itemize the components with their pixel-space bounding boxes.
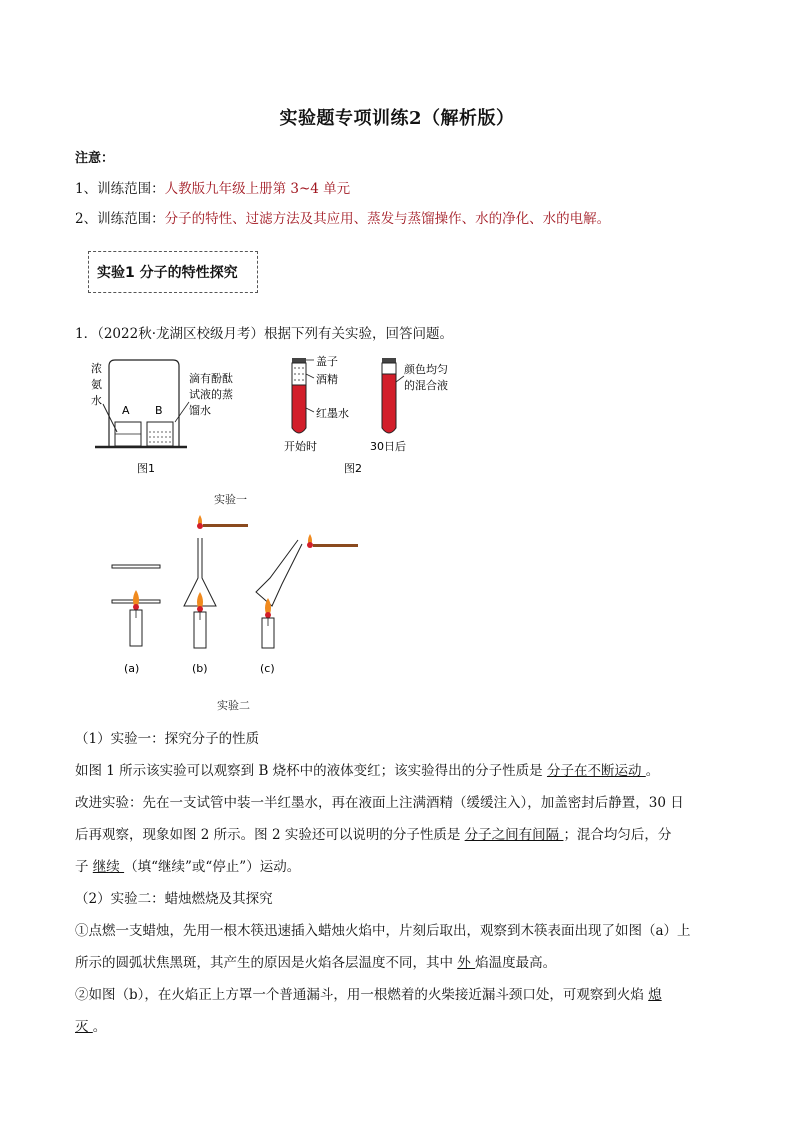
paragraph-2: 如图 1 所示该实验可以观察到 B 烧杯中的液体变红；该实验得出的分子性质是 分子在不断运动 。 xyxy=(75,763,660,779)
fig2-after-label: 30日后 xyxy=(370,440,406,453)
tube-lid xyxy=(292,358,306,363)
fig1-right-label-3: 馏水 xyxy=(189,404,211,417)
paragraph-1: （1）实验一：探究分子的性质 xyxy=(75,731,260,747)
experiment-2-illustration xyxy=(100,510,370,685)
scope-line-2 xyxy=(75,207,610,227)
answer-1: 分子在不断运动 xyxy=(546,763,646,779)
question-source: （2022秋·龙湖区校级月考） xyxy=(97,326,264,342)
answer-2: 分子之间有间隔 xyxy=(464,827,564,843)
answer-5b: 灭 xyxy=(75,1019,93,1035)
bell-jar xyxy=(109,360,179,446)
fig1-right-label-2: 试液的蒸 xyxy=(189,388,233,401)
question-number: 1． xyxy=(75,326,98,342)
paragraph-7: ①点燃一支蜡烛，先用一根木筷迅速插入蜡烛火焰中，片刻后取出，观察到木筷表面出现了如图（a）上 xyxy=(75,923,691,939)
label-c: (c) xyxy=(260,662,275,675)
label-b: (b) xyxy=(192,662,208,675)
fig2-lid-label: 盖子 xyxy=(316,355,338,368)
paragraph-6: （2）实验二：蜡烛燃烧及其探究 xyxy=(75,891,273,907)
paragraph-9: ②如图（b），在火焰正上方罩一个普通漏斗，用一根燃着的火柴接近漏斗颈口处，可观察到火焰 熄 xyxy=(75,987,662,1003)
tube-after xyxy=(382,374,396,433)
answer-3: 继续 xyxy=(92,859,125,875)
page-title: 实验题专项训练2（解析版） xyxy=(279,108,515,129)
note-label: 注意： xyxy=(75,151,115,166)
question-text: 根据下列有关实验，回答问题。 xyxy=(264,326,453,342)
label-a: (a) xyxy=(124,662,140,675)
scope-2-content: 分子的特性、过滤方法及其应用、蒸发与蒸馏操作、水的净化、水的电解。 xyxy=(164,211,611,227)
paragraph-3: 改进实验：先在一支试管中装一半红墨水，再在液面上注满酒精（缓缓注入），加盖密封后静置，30 日 xyxy=(75,795,684,811)
beaker-a-label: A xyxy=(122,404,130,417)
fig2-mixed-label-2: 的混合液 xyxy=(404,379,448,392)
paragraph-5: 子 继续 （填“继续”或“停止”）运动。 xyxy=(75,859,301,875)
fig1-left-label-1: 浓 xyxy=(91,362,102,375)
match-b xyxy=(197,515,248,529)
match-c xyxy=(307,534,358,548)
chopstick-top xyxy=(112,565,160,568)
tube-start xyxy=(292,385,306,433)
scope-1-content: 人教版九年级上册第 3~4 单元 xyxy=(164,181,351,197)
answer-4: 外 xyxy=(457,955,476,971)
fig1-right-label-1: 滴有酚酞 xyxy=(189,372,233,385)
section-box: 实验1 分子的特性探究 xyxy=(88,251,258,293)
fig2-start-label: 开始时 xyxy=(284,440,317,453)
fig2-mixed-label-1: 颜色均匀 xyxy=(404,363,448,376)
experiment-2-label: 实验二 xyxy=(217,699,250,712)
paragraph-8: 所示的圆弧状焦黑斑，其产生的原因是火焰各层温度不同，其中 外 焰温度最高。 xyxy=(75,955,557,971)
answer-5a: 熄 xyxy=(648,987,662,1003)
scope-1-prefix: 1、训练范围： xyxy=(75,181,165,197)
figure-1 xyxy=(85,352,265,480)
beaker-b-label: B xyxy=(155,404,163,417)
scope-line-1 xyxy=(75,177,350,197)
fig1-caption: 图1 xyxy=(137,462,155,475)
experiment-1-label: 实验一 xyxy=(214,493,247,506)
fig1-left-label-2: 氨 xyxy=(91,378,102,391)
fig2-caption: 图2 xyxy=(344,462,362,475)
fig2-alcohol-label: 酒精 xyxy=(316,373,338,386)
paragraph-4: 后再观察，现象如图 2 所示。图 2 实验还可以说明的分子性质是 分子之间有间隔 ；混合均匀后，分 xyxy=(75,827,672,843)
question-1 xyxy=(75,322,453,342)
paragraph-10: 灭 。 xyxy=(75,1019,107,1035)
funnel-c xyxy=(256,540,302,606)
fig2-ink-label: 红墨水 xyxy=(316,407,349,420)
fig1-left-label-3: 水 xyxy=(91,394,102,407)
scope-2-prefix: 2、训练范围： xyxy=(75,211,165,227)
figure-2 xyxy=(282,352,472,480)
